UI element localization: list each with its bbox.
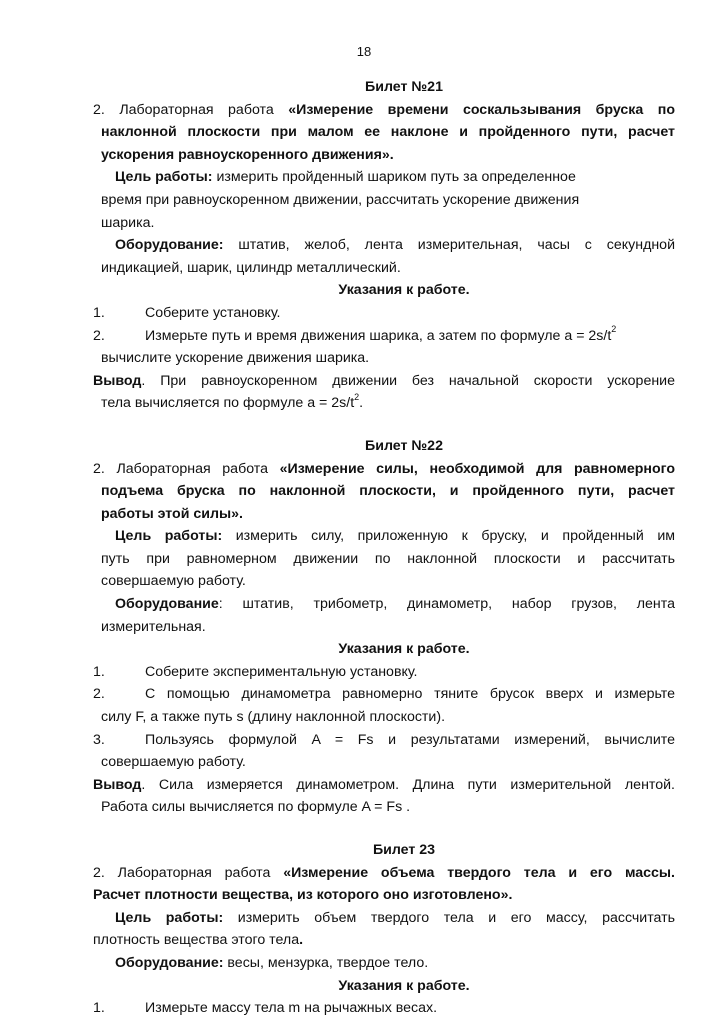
step-item: 1. Измерьте массу тела m на рычажных весах. — [93, 1000, 438, 1017]
step-item-cont: силу F, а также путь s (длину наклонной плоскости). — [101, 709, 446, 726]
step-item: 2. Измерьте путь и время движения шарика, а затем по формуле $a = 2s/t^2$ — [93, 323, 617, 344]
goal-line: время при равноускоренном движении, рассчитать ускорение движения — [101, 191, 580, 208]
step-item: 1. Соберите экспериментальную установку. — [93, 663, 418, 680]
ticket-title: Билет №22 — [365, 437, 443, 454]
lab-title-line: работы этой силы». — [101, 505, 243, 522]
lab-title-line: 2. Лабораторная работа «Измерение времени соскальзывания бруска по — [93, 101, 675, 118]
instructions-title: Указания к работе. — [338, 282, 470, 299]
step-item-cont: вычислите ускорение движения шарика. — [101, 350, 370, 367]
goal-line: Цель работы: измерить силу, приложенную к бруску, и пройденный им — [115, 528, 675, 545]
equipment-line: индикацией, шарик, цилиндр металлический. — [101, 259, 401, 276]
conclusion-line: Вывод. При равноускоренном движении без начальной скорости ускорение — [93, 372, 675, 389]
step-item: 1. Соберите установку. — [93, 304, 281, 321]
goal-line: шарика. — [101, 214, 155, 231]
goal-line: путь при равномерном движении по наклонной плоскости и рассчитать — [101, 550, 675, 567]
step-item-cont: совершаемую работу. — [101, 754, 246, 771]
lab-title-line: подъема бруска по наклонной плоскости, и пройденного пути, расчет — [101, 483, 675, 500]
lab-title-line: 2. Лабораторная работа «Измерение силы, необходимой для равномерного — [93, 460, 675, 477]
equipment-line: Оборудование: весы, мензурка, твердое тело. — [115, 954, 429, 971]
lab-title-line: наклонной плоскости при малом ее наклоне и пройденного пути, расчет — [101, 124, 675, 141]
goal-line: плотность вещества этого тела. — [93, 932, 304, 949]
page-number: 18 — [356, 44, 372, 59]
equipment-line: Оборудование: штатив, трибометр, динамометр, набор грузов, лента — [115, 596, 675, 613]
equipment-line: Оборудование: штатив, желоб, лента измерительная, часы с секундной — [115, 237, 675, 254]
ticket-title: Билет 23 — [372, 842, 436, 858]
lab-title-line: Расчет плотности вещества, из которого оно изготовлено». — [93, 887, 513, 904]
goal-line: Цель работы: измерить объем твердого тела и его массу, рассчитать — [115, 909, 676, 926]
document-body — [93, 76, 675, 1020]
goal-line: совершаемую работу. — [101, 573, 246, 590]
step-item: 2. С помощью динамометра равномерно тяните брусок вверх и измерьте — [93, 686, 675, 703]
conclusion-line: Вывод. Сила измеряется динамометром. Длина пути измерительной лентой. — [93, 776, 675, 793]
goal-line: Цель работы: измерить пройденный шариком путь за определенное — [115, 169, 576, 186]
instructions-title: Указания к работе. — [338, 641, 470, 658]
step-item: 3. Пользуясь формулой A = Fs и результатами измерений, вычислите — [93, 731, 675, 748]
lab-title-line: ускорения равноускоренного движения». — [101, 146, 394, 163]
ticket-title: Билет №21 — [365, 79, 443, 95]
conclusion-line: Работа силы вычисляется по формуле A = Fs . — [101, 799, 411, 816]
conclusion-line: тела вычисляется по формуле $a = 2s/t^2$. — [101, 391, 364, 412]
equipment-line: измерительная. — [101, 618, 206, 635]
instructions-title: Указания к работе. — [338, 977, 470, 994]
lab-title-line: 2. Лабораторная работа «Измерение объема твердого тела и его массы. — [93, 864, 675, 881]
